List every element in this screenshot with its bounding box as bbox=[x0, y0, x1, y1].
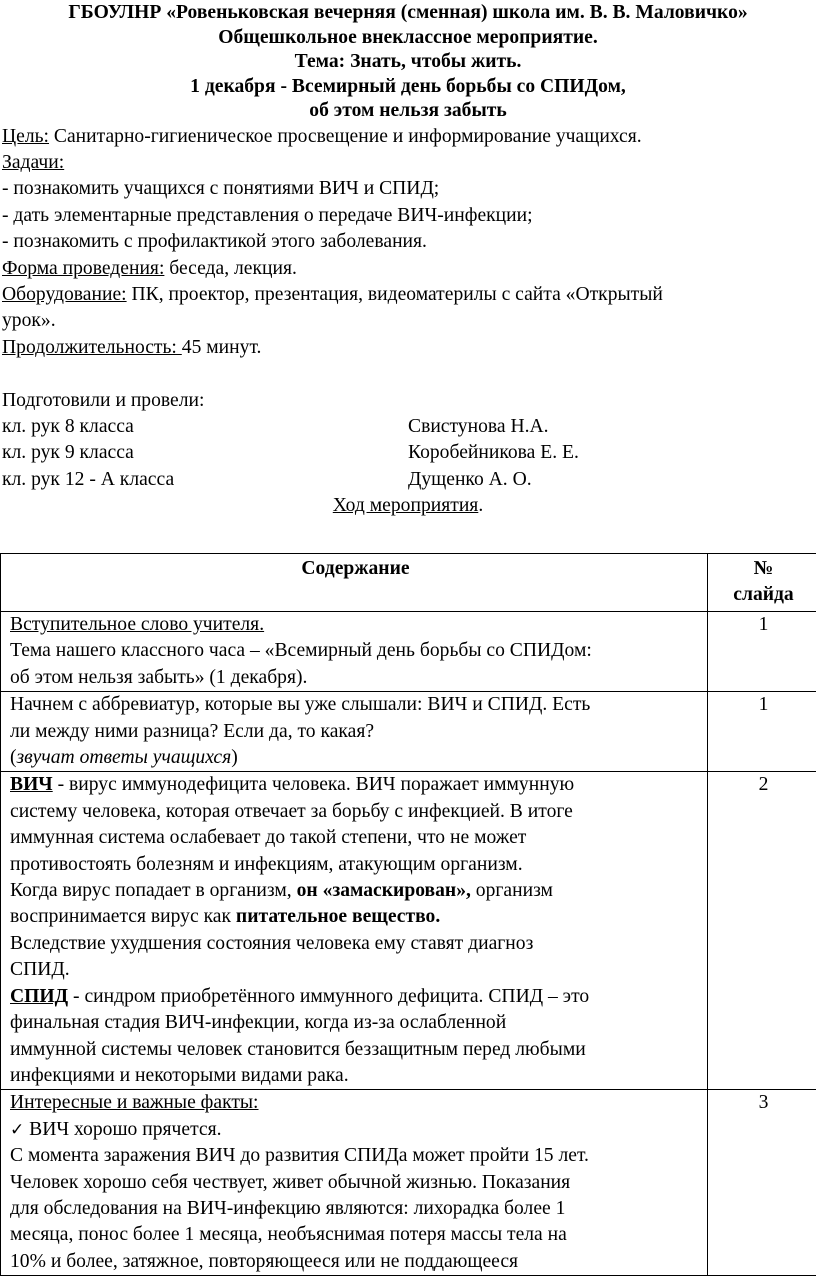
row-line: систему человека, которая отвечает за борьбу с инфекцией. В итоге bbox=[10, 800, 573, 822]
task-item: - познакомить с профилактикой этого заболевания. bbox=[2, 231, 427, 253]
course-dot: . bbox=[478, 495, 484, 517]
row-content bbox=[1, 692, 708, 772]
table-row bbox=[1, 1090, 816, 1276]
emphasis: питательное вещество. bbox=[235, 906, 441, 928]
course-label: Ход мероприятия bbox=[332, 495, 479, 517]
task-item: - дать элементарные представления о передаче ВИЧ-инфекции; bbox=[2, 204, 533, 226]
row-line: СПИД. bbox=[10, 959, 70, 981]
signature-name: Дущенко А. О. bbox=[408, 468, 532, 490]
row-line: Начнем с аббревиатур, которые вы уже слышали: ВИЧ и СПИД. Есть bbox=[10, 694, 591, 716]
row-line: противостоять болезням и инфекциям, атакующим организм. bbox=[10, 853, 523, 875]
row-slide-number: 2 bbox=[708, 772, 816, 1090]
row-line: иммунная система ослабевает до такой степени, что не может bbox=[10, 827, 527, 849]
equipment-line bbox=[0, 282, 816, 308]
row-line: Человек хорошо себя чествует, живет обычной жизнью. Показания bbox=[10, 1171, 571, 1193]
header-slide-label: слайда bbox=[733, 584, 794, 606]
spacer bbox=[0, 361, 816, 387]
form-label: Форма проведения: bbox=[2, 257, 165, 279]
row-line: Тема нашего классного часа – «Всемирный день борьбы со СПИДом: bbox=[10, 640, 592, 662]
row-line: Вследствие ухудшения состояния человека ему ставят диагноз bbox=[10, 932, 534, 954]
row-line: об этом нельзя забыть» (1 декабря). bbox=[10, 666, 308, 688]
text-run: Когда вирус попадает в организм, bbox=[10, 880, 297, 902]
signature-name: Коробейникова Е. Е. bbox=[408, 442, 579, 464]
header-slide bbox=[708, 554, 816, 612]
goal-text: Санитарно-гигиеническое просвещение и информирование учащихся. bbox=[49, 125, 642, 147]
signature-row bbox=[0, 440, 816, 466]
row-line bbox=[10, 878, 701, 904]
course-heading bbox=[0, 493, 816, 519]
fact-text: ВИЧ хорошо прячется. bbox=[24, 1118, 222, 1140]
student-answers-note: звучат ответы учащихся bbox=[16, 747, 232, 769]
form-line bbox=[0, 256, 816, 282]
hiv-term: ВИЧ bbox=[10, 774, 53, 796]
signature-role: кл. рук 8 класса bbox=[2, 415, 134, 437]
tasks-label: Задачи: bbox=[2, 151, 65, 173]
school-name: ГБОУЛНР «Ровеньковская вечерняя (сменная) школа им. В. В. Маловичко» bbox=[68, 2, 748, 23]
row-heading: Интересные и важные факты: bbox=[10, 1092, 259, 1114]
row-line bbox=[10, 772, 701, 798]
header-content: Содержание bbox=[1, 554, 708, 612]
row-line: инфекциями и некоторыми видами рака. bbox=[10, 1064, 349, 1086]
signature-row bbox=[0, 467, 816, 493]
row-content bbox=[1, 612, 708, 692]
paren-close: ) bbox=[231, 747, 238, 769]
prepared-label: Подготовили и провели: bbox=[2, 389, 205, 411]
signature-role: кл. рук 12 - А класса bbox=[2, 468, 175, 490]
form-text: беседа, лекция. bbox=[164, 257, 297, 279]
header-slide-num: № bbox=[753, 558, 774, 579]
document-header bbox=[0, 0, 816, 124]
equipment-text: ПК, проектор, презентация, видеоматерилы с сайта «Открытый bbox=[126, 283, 663, 305]
row-line bbox=[10, 1117, 701, 1143]
row-line: финальная стадия ВИЧ-инфекции, когда из-за ослабленной bbox=[10, 1012, 507, 1034]
row-line: С момента заражения ВИЧ до развития СПИДа может пройти 15 лет. bbox=[10, 1145, 589, 1167]
row-line: 10% и более, затяжное, повторяющееся или не поддающееся bbox=[10, 1250, 519, 1272]
emphasis: он «замаскирован», bbox=[296, 880, 471, 902]
event-theme: Тема: Знать, чтобы жить. bbox=[294, 51, 522, 72]
duration-label: Продолжительность: bbox=[2, 336, 182, 358]
row-line: для обследования на ВИЧ-инфекцию являются: лихорадка более 1 bbox=[10, 1197, 566, 1219]
check-icon: ✓ bbox=[10, 1119, 25, 1140]
aids-term: СПИД bbox=[10, 985, 69, 1007]
table-row bbox=[1, 612, 816, 692]
duration-line bbox=[0, 335, 816, 361]
event-table bbox=[0, 553, 816, 1276]
equipment-label: Оборудование: bbox=[2, 283, 127, 305]
table-row bbox=[1, 772, 816, 1090]
signature-name: Свистунова Н.А. bbox=[408, 415, 549, 437]
row-line: месяца, понос более 1 месяца, необъяснимая потеря массы тела на bbox=[10, 1224, 567, 1246]
paren-open: ( bbox=[10, 747, 17, 769]
row-heading: Вступительное слово учителя. bbox=[10, 614, 265, 635]
event-subtitle: об этом нельзя забыть bbox=[309, 100, 507, 121]
row-slide-number: 1 bbox=[708, 612, 816, 692]
goal-line bbox=[0, 124, 816, 150]
text-run: воспринимается вирус как bbox=[10, 906, 236, 928]
event-type: Общешкольное внеклассное мероприятие. bbox=[218, 26, 598, 48]
row-line bbox=[10, 904, 701, 930]
table-row bbox=[1, 692, 816, 772]
row-line bbox=[10, 984, 701, 1010]
signature-row bbox=[0, 414, 816, 440]
row-slide-number: 3 bbox=[708, 1090, 816, 1276]
equipment-line-cont: урок». bbox=[2, 310, 56, 332]
tasks-label-line bbox=[0, 150, 816, 176]
row-content bbox=[1, 772, 708, 1090]
event-date-line: 1 декабря - Всемирный день борьбы со СПИДом, bbox=[190, 75, 626, 97]
row-slide-number: 1 bbox=[708, 692, 816, 772]
row-line: ли между ними разница? Если да, то какая? bbox=[10, 720, 375, 742]
row-line bbox=[10, 745, 701, 771]
goal-label: Цель: bbox=[2, 125, 50, 147]
duration-text: 45 минут. bbox=[181, 336, 262, 358]
aids-definition: - синдром приобретённого иммунного дефицита. СПИД – это bbox=[68, 985, 590, 1007]
task-item: - познакомить учащихся с понятиями ВИЧ и СПИД; bbox=[2, 178, 440, 200]
hiv-definition: - вирус иммунодефицита человека. ВИЧ поражает иммунную bbox=[52, 774, 575, 796]
row-line: иммунной системы человек становится беззащитным перед любыми bbox=[10, 1038, 586, 1060]
row-content bbox=[1, 1090, 708, 1276]
text-run: организм bbox=[470, 880, 553, 902]
table-header-row bbox=[1, 554, 816, 612]
signature-role: кл. рук 9 класса bbox=[2, 442, 134, 464]
